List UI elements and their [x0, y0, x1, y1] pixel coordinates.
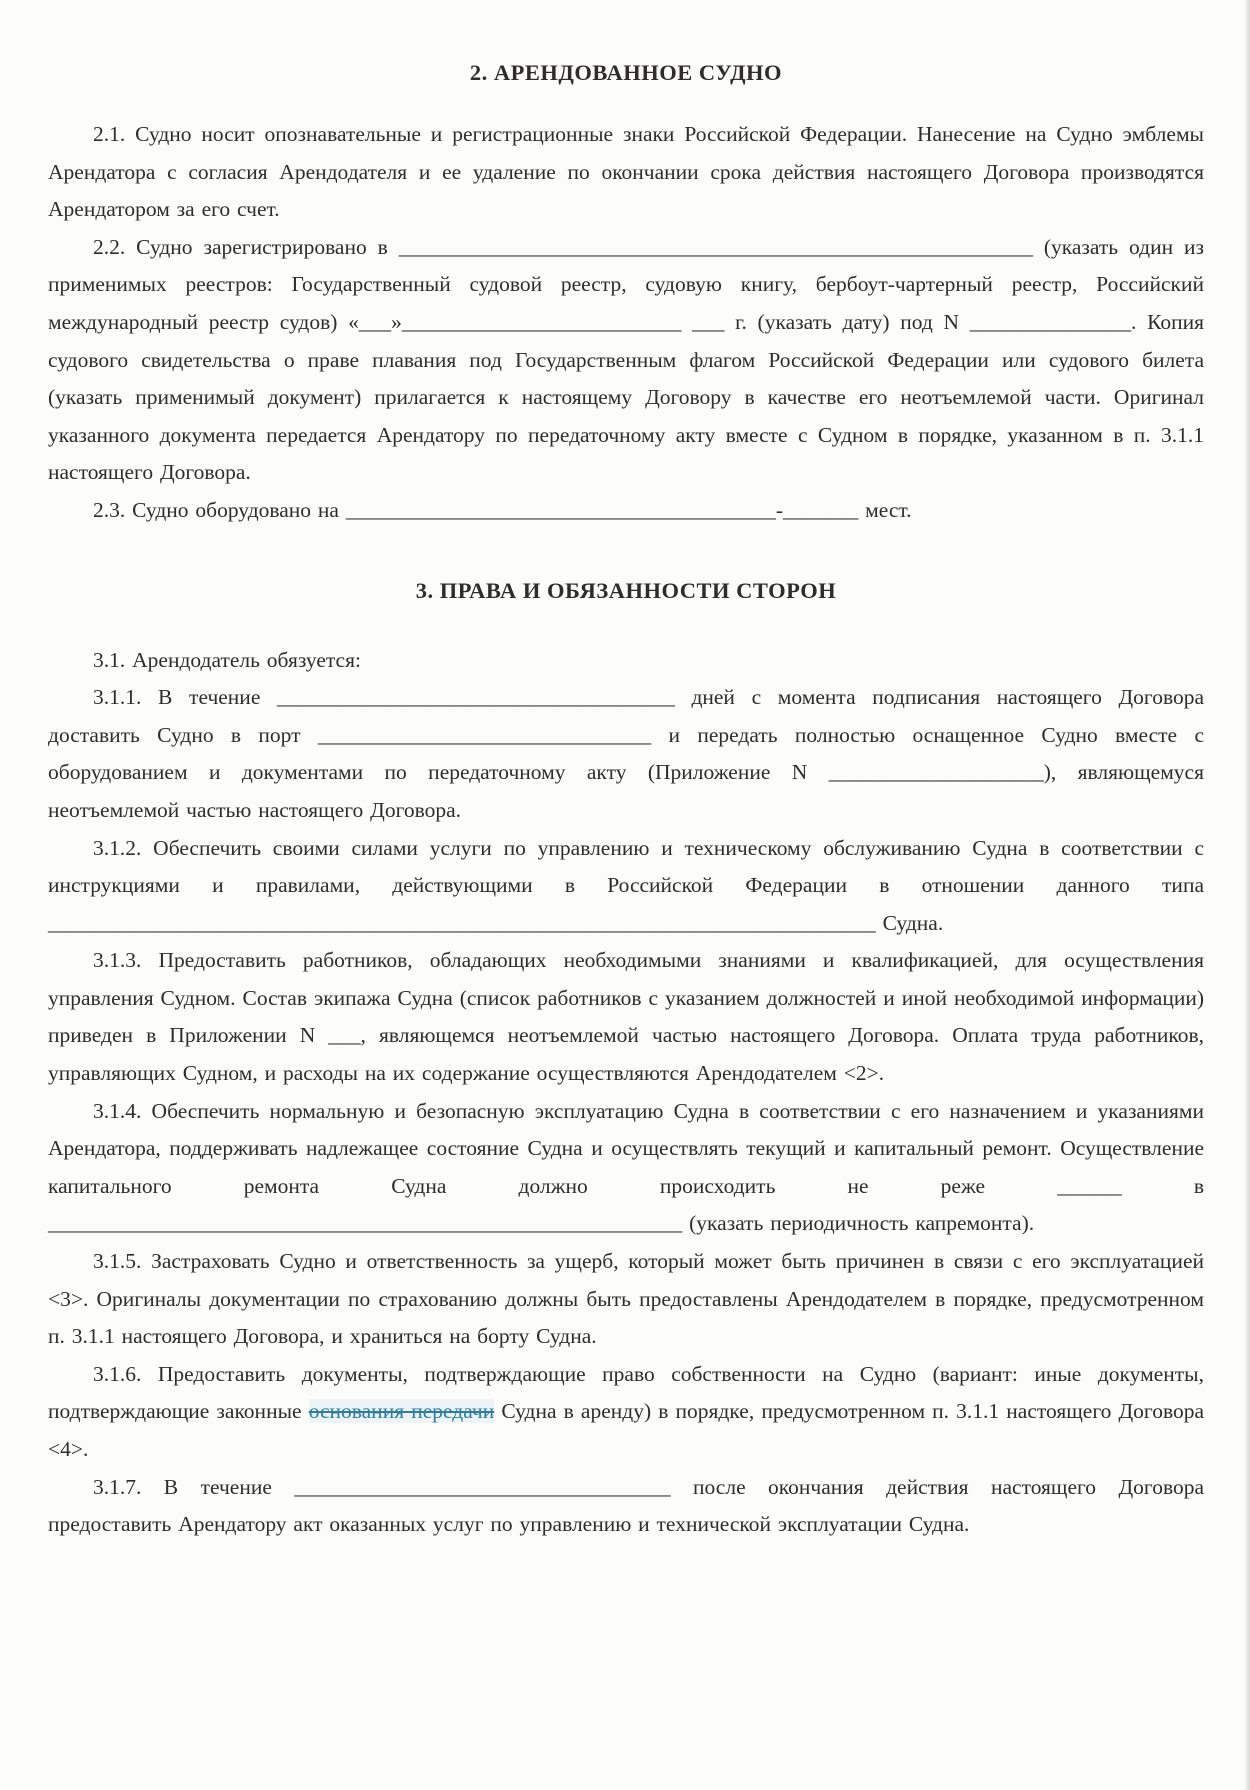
paragraph [48, 229, 1204, 492]
paragraph [48, 942, 1204, 1092]
text-run: 3.1.7. В течение ___________________________________ после окончания действия настоящего Договора предоставить Арендатору акт оказанных услуг по управлению и технической эксплуатации Судна. [48, 1474, 1204, 1537]
text-run: 3.1.2. Обеспечить своими силами услуги по управлению и техническому обслуживанию Судна в соответствии с инструкциями и правилами, действующими в Российской Федерации в отношении данного типа _____________________________________________________________________________ Судна. [48, 835, 1204, 935]
struck-text-run: основания передачи [308, 1399, 495, 1424]
text-run: 3.1.1. В течение _____________________________________ дней с момента подписания настоящего Договора доставить Судно в порт _______________________________ и передать полностью оснащенное Судно вместе с оборудованием и документами по передаточному акту (Приложение N ____________________), являющемуся неотъемлемой частью настоящего Договора. [48, 685, 1204, 822]
paragraph [48, 116, 1204, 229]
paragraph [48, 830, 1204, 943]
paragraph [48, 679, 1204, 829]
paragraph [48, 1469, 1204, 1544]
text-run: 3.1. Арендодатель обязуется: [93, 647, 361, 672]
page-edge-shadow [1244, 0, 1250, 1790]
paragraph [48, 1356, 1204, 1469]
paragraph [48, 1243, 1204, 1356]
paragraph [48, 492, 1204, 530]
text-run: 2.1. Судно носит опознавательные и регистрационные знаки Российской Федерации. Нанесение на Судно эмблемы Арендатора с согласия Арендодателя и ее удаление по окончании срока действия настоящего Договора производятся Арендатором за его счет. [48, 122, 1204, 222]
text-run: 3.1.5. Застраховать Судно и ответственность за ущерб, который может быть причинен в связи с его эксплуатацией <3>. Оригиналы документации по страхованию должны быть предоставлены Арендодателем в порядке, предусмотренном п. 3.1.1 настоящего Договора, и храниться на борту Судна. [48, 1249, 1204, 1349]
paragraph [48, 642, 1204, 680]
section-title: 2. АРЕНДОВАННОЕ СУДНО [469, 60, 783, 85]
text-run: Судна в аренду) в порядке, предусмотренном п. 3.1.1 настоящего Договора <4>. [48, 1399, 1204, 1461]
text-run: 3.1.6. Предоставить документы, подтверждающие право собственности на Судно (вариант: иные документы, подтверждающие законные [48, 1361, 1204, 1424]
text-run: 3.1.4. Обеспечить нормальную и безопасную эксплуатацию Судна в соответствии с его назначением и указаниями Арендатора, поддерживать надлежащее состояние Судна и осуществлять текущий и капитальный ремонт. Осуществление капитального ремонта Судна должно происходить не реже ______ в ___________________________________________________________ (указать периодичность капремонта). [48, 1098, 1204, 1236]
document-content [48, 58, 1204, 1544]
section-title: 3. ПРАВА И ОБЯЗАННОСТИ СТОРОН [415, 577, 837, 603]
text-run: 2.2. Судно зарегистрировано в ___________________________________________________________ (указать один из применимых реестров: Государственный судовой реестр, судовую книгу, бербоут-чартерный реестр, Российский международный реестр судов) «___»__________________________ ___ г. (указать дату) под N _______________. Копия судового свидетельства о праве плавания под Государственным флагом Российской Федерации или судового билета (указать применимый документ) прилагается к настоящему Договору в качестве его неотъемлемой части. Оригинал указанного документа передается Арендатору по передаточному акту вместе с Судном в порядке, указанном в п. 3.1.1 настоящего Договора. [48, 234, 1204, 485]
text-run: 3.1.3. Предоставить работников, обладающих необходимыми знаниями и квалификацией, для осуществления управления Судном. Состав экипажа Судна (список работников с указанием должностей и иной необходимой информации) приведен в Приложении N ___, являющемся неотъемлемой частью настоящего Договора. Оплата труда работников, управляющих Судном, и расходы на их содержание осуществляются Арендодателем <2>. [48, 948, 1204, 1086]
text-run: 2.3. Судно оборудовано на ________________________________________-_______ мест. [93, 497, 912, 522]
paragraph [48, 1093, 1204, 1243]
